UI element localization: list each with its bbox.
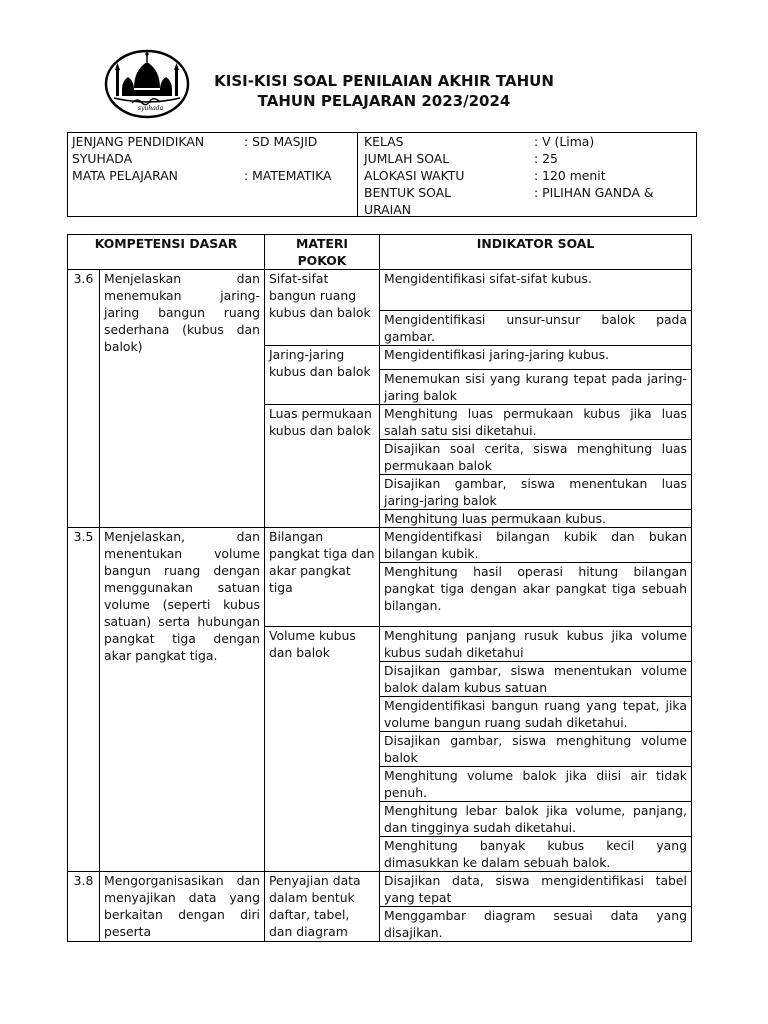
header-kompetensi: KOMPETENSI DASAR [68, 235, 265, 270]
indikator-cell: Menghitung banyak kubus kecil yang dimasukkan ke dalam sebuah balok. [380, 837, 692, 872]
kisi-kisi-table [67, 234, 692, 942]
indikator-cell: Menggambar diagram sesuai data yang disajikan. [380, 907, 692, 942]
indikator-cell: Disajikan gambar, siswa menentukan luas jaring-jaring balok [380, 475, 692, 510]
indikator-cell: Mengidentifikasi unsur-unsur balok pada gambar. [380, 311, 692, 346]
info-divider [357, 133, 358, 216]
indikator-cell: Menghitung hasil operasi hitung bilangan pangkat tiga dengan akar pangkat tiga sebuah bilangan. [380, 563, 692, 627]
kelas-label: KELAS [364, 134, 404, 149]
mapel-value: : MATEMATIKA [244, 168, 332, 183]
indikator-cell: Menghitung lebar balok jika volume, panjang, dan tingginya sudah diketahui. [380, 802, 692, 837]
header-indikator: INDIKATOR SOAL [380, 235, 692, 270]
bentuk-value-2: URAIAN [364, 202, 412, 217]
bentuk-value: : PILIHAN GANDA & [534, 185, 654, 200]
kd-text: Mengorganisasikan dan menyajikan data yang berkaitan dengan diri peserta [100, 872, 265, 942]
jumlah-label: JUMLAH SOAL [364, 151, 450, 166]
title-line-1: KISI-KISI SOAL PENILAIAN AKHIR TAHUN [214, 72, 554, 90]
kd-text: Menjelaskan dan menemukan jaring-jaring bangun ruang sederhana (kubus dan balok) [100, 270, 265, 528]
jenjang-value-2: SYUHADA [72, 151, 133, 166]
table-row [68, 270, 692, 311]
school-logo [104, 48, 190, 120]
alokasi-label: ALOKASI WAKTU [364, 168, 465, 183]
svg-text:syuhada: syuhada [138, 105, 164, 112]
indikator-cell: Mengidentifkasi bilangan kubik dan bukan bilangan kubik. [380, 528, 692, 563]
alokasi-value: : 120 menit [534, 168, 606, 183]
indikator-cell: Mengidentifikasi sifat-sifat kubus. [380, 270, 692, 311]
materi-cell: Bilangan pangkat tiga dan akar pangkat tiga [265, 528, 380, 627]
indikator-cell: Menghitung luas permukaan kubus jika luas salah satu sisi diketahui. [380, 405, 692, 440]
indikator-cell: Mengidentifikasi bangun ruang yang tepat, jika volume bangun ruang sudah diketahui. [380, 697, 692, 732]
kd-text: Menjelaskan, dan menentukan volume bangun ruang dengan menggunakan satuan volume (seperti kubus satuan) serta hubungan pangkat tiga dengan akar pangkat tiga. [100, 528, 265, 872]
materi-cell: Penyajian data dalam bentuk daftar, tabel, dan diagram [265, 872, 380, 942]
indikator-cell: Disajikan gambar, siswa menentukan volume balok dalam kubus satuan [380, 662, 692, 697]
materi-cell: Jaring-jaring kubus dan balok [265, 346, 380, 405]
indikator-cell: Disajikan data, siswa mengidentifikasi tabel yang tepat [380, 872, 692, 907]
document-title [194, 71, 574, 111]
indikator-cell: Menghitung luas permukaan kubus. [380, 510, 692, 528]
indikator-cell: Menemukan sisi yang kurang tepat pada jaring-jaring balok [380, 370, 692, 405]
kelas-value: : V (Lima) [534, 134, 595, 149]
table-header-row [68, 235, 692, 270]
bentuk-label: BENTUK SOAL [364, 185, 452, 200]
jenjang-label: JENJANG PENDIDIKAN [72, 134, 205, 149]
info-box [67, 132, 697, 217]
materi-cell: Sifat-sifat bangun ruang kubus dan balok [265, 270, 380, 346]
materi-cell: Volume kubus dan balok [265, 627, 380, 872]
indikator-cell: Disajikan gambar, siswa menghitung volume balok [380, 732, 692, 767]
table-row [68, 872, 692, 907]
kd-number: 3.8 [68, 872, 100, 942]
jenjang-value: : SD MASJID [244, 134, 318, 149]
table-row [68, 528, 692, 563]
jumlah-value: : 25 [534, 151, 558, 166]
kd-number: 3.6 [68, 270, 100, 528]
indikator-cell: Disajikan soal cerita, siswa menghitung luas permukaan balok [380, 440, 692, 475]
indikator-cell: Menghitung volume balok jika diisi air tidak penuh. [380, 767, 692, 802]
header-materi: MATERI POKOK [265, 235, 380, 270]
materi-cell: Luas permukaan kubus dan balok [265, 405, 380, 528]
indikator-cell: Menghitung panjang rusuk kubus jika volume kubus sudah diketahui [380, 627, 692, 662]
title-line-2: TAHUN PELAJARAN 2023/2024 [257, 92, 511, 110]
mapel-label: MATA PELAJARAN [72, 168, 178, 183]
indikator-cell: Mengidentifikasi jaring-jaring kubus. [380, 346, 692, 370]
kd-number: 3.5 [68, 528, 100, 872]
